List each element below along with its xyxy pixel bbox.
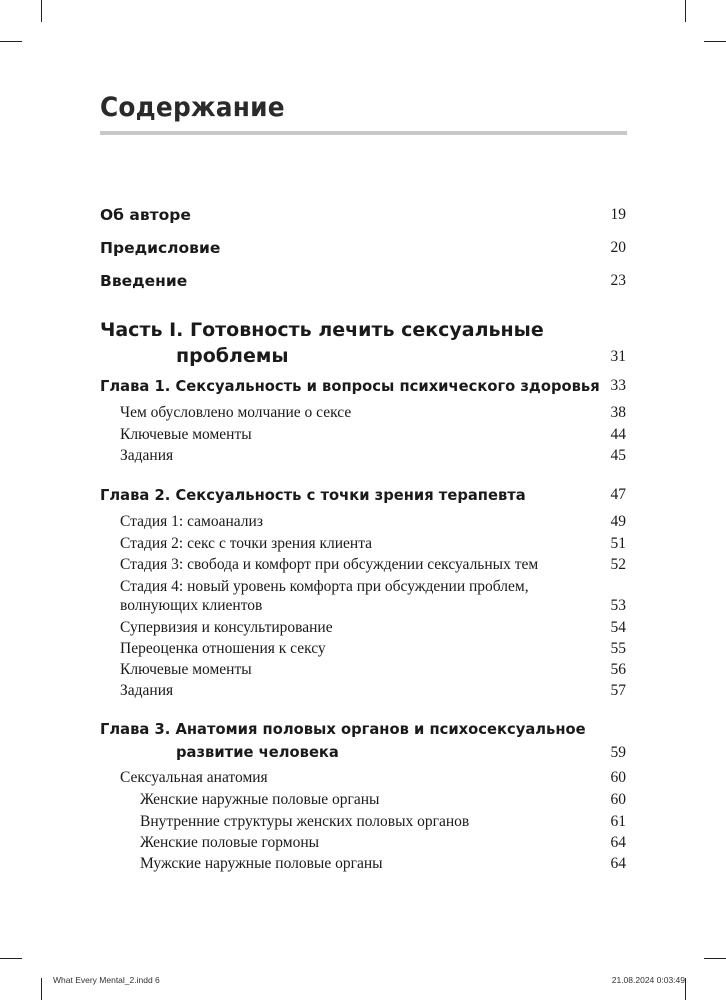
- toc-page-number: 56: [610, 661, 626, 678]
- toc-page-number: 33: [610, 377, 626, 394]
- toc-section-title: Супервизия и консультирование: [120, 619, 333, 636]
- toc-subsection-title: Мужские наружные половые органы: [140, 855, 383, 872]
- toc-section-title: Ключевые моменты: [120, 426, 252, 443]
- toc-page-number: 44: [610, 426, 626, 443]
- toc-page-number: 52: [610, 556, 626, 573]
- toc-entry-title: Предисловие: [100, 239, 221, 257]
- slug-filename: What Every Mental_2.indd 6: [53, 975, 160, 985]
- toc-page-number: 60: [610, 791, 626, 808]
- toc-page-number: 20: [610, 239, 626, 256]
- toc-subsection-title: Женские половые гормоны: [140, 834, 320, 851]
- toc-section-title: Задания: [120, 682, 174, 699]
- toc-page-number: 54: [610, 619, 626, 636]
- crop-mark: [685, 0, 686, 22]
- toc-page-number: 59: [610, 744, 626, 761]
- page-title: Содержание: [100, 92, 285, 123]
- slug-timestamp: 21.08.2024 0:03:49: [611, 975, 685, 985]
- title-underline: [100, 131, 627, 135]
- toc-part-title-line1: Часть I. Готовность лечить сексуальные: [100, 319, 544, 341]
- toc-page-number: 64: [610, 855, 626, 872]
- toc-section-title: Стадия 3: свобода и комфорт при обсуждении сексуальных тем: [120, 556, 539, 573]
- toc-section-title: Сексуальная анатомия: [120, 769, 268, 786]
- toc-entry-title: Об авторе: [100, 206, 191, 224]
- toc-section-title: Стадия 4: новый уровень комфорта при обсуждении проблем,: [120, 578, 529, 595]
- toc-section-title: Стадия 2: секс с точки зрения клиента: [120, 535, 373, 552]
- toc-entry-title: Введение: [100, 272, 188, 290]
- toc-section-title: волнующих клиентов: [120, 597, 263, 614]
- toc-page-number: 49: [610, 513, 626, 530]
- toc-page-number: 47: [610, 486, 626, 503]
- toc-page-number: 38: [610, 404, 626, 421]
- toc-page-number: 51: [610, 535, 626, 552]
- crop-mark: [685, 978, 686, 1000]
- toc-chapter-title: Глава 1. Сексуальность и вопросы психического здоровья: [100, 377, 600, 395]
- toc-page-number: 55: [610, 640, 626, 657]
- toc-chapter-title-line1: Глава 3. Анатомия половых органов и психосексуальное: [100, 720, 586, 738]
- toc-page-number: 64: [610, 834, 626, 851]
- crop-mark: [41, 978, 42, 1000]
- crop-mark: [704, 958, 726, 959]
- toc-page-number: 45: [610, 447, 626, 464]
- toc-section-title: Ключевые моменты: [120, 661, 252, 678]
- toc-subsection-title: Внутренние структуры женских половых органов: [140, 813, 470, 830]
- toc-page-number: 23: [610, 272, 626, 289]
- toc-page-number: 19: [610, 206, 626, 223]
- toc-section-title: Переоценка отношения к сексу: [120, 640, 326, 657]
- crop-mark: [704, 41, 726, 42]
- toc-section-title: Чем обусловлено молчание о сексе: [120, 404, 352, 421]
- toc-page-number: 53: [610, 597, 626, 614]
- toc-section-title: Задания: [120, 447, 174, 464]
- toc-chapter-title-line2: развитие человека: [176, 743, 339, 761]
- crop-mark: [0, 958, 22, 959]
- toc-chapter-title: Глава 2. Сексуальность с точки зрения терапевта: [100, 486, 526, 504]
- toc-section-title: Стадия 1: самоанализ: [120, 513, 263, 530]
- toc-page-number: 31: [610, 348, 626, 365]
- toc-subsection-title: Женские наружные половые органы: [140, 791, 380, 808]
- crop-mark: [0, 41, 22, 42]
- toc-page-number: 60: [610, 769, 626, 786]
- crop-mark: [41, 0, 42, 22]
- toc-page-number: 57: [610, 682, 626, 699]
- toc-page-number: 61: [610, 813, 626, 830]
- toc-part-title-line2: проблемы: [176, 345, 289, 367]
